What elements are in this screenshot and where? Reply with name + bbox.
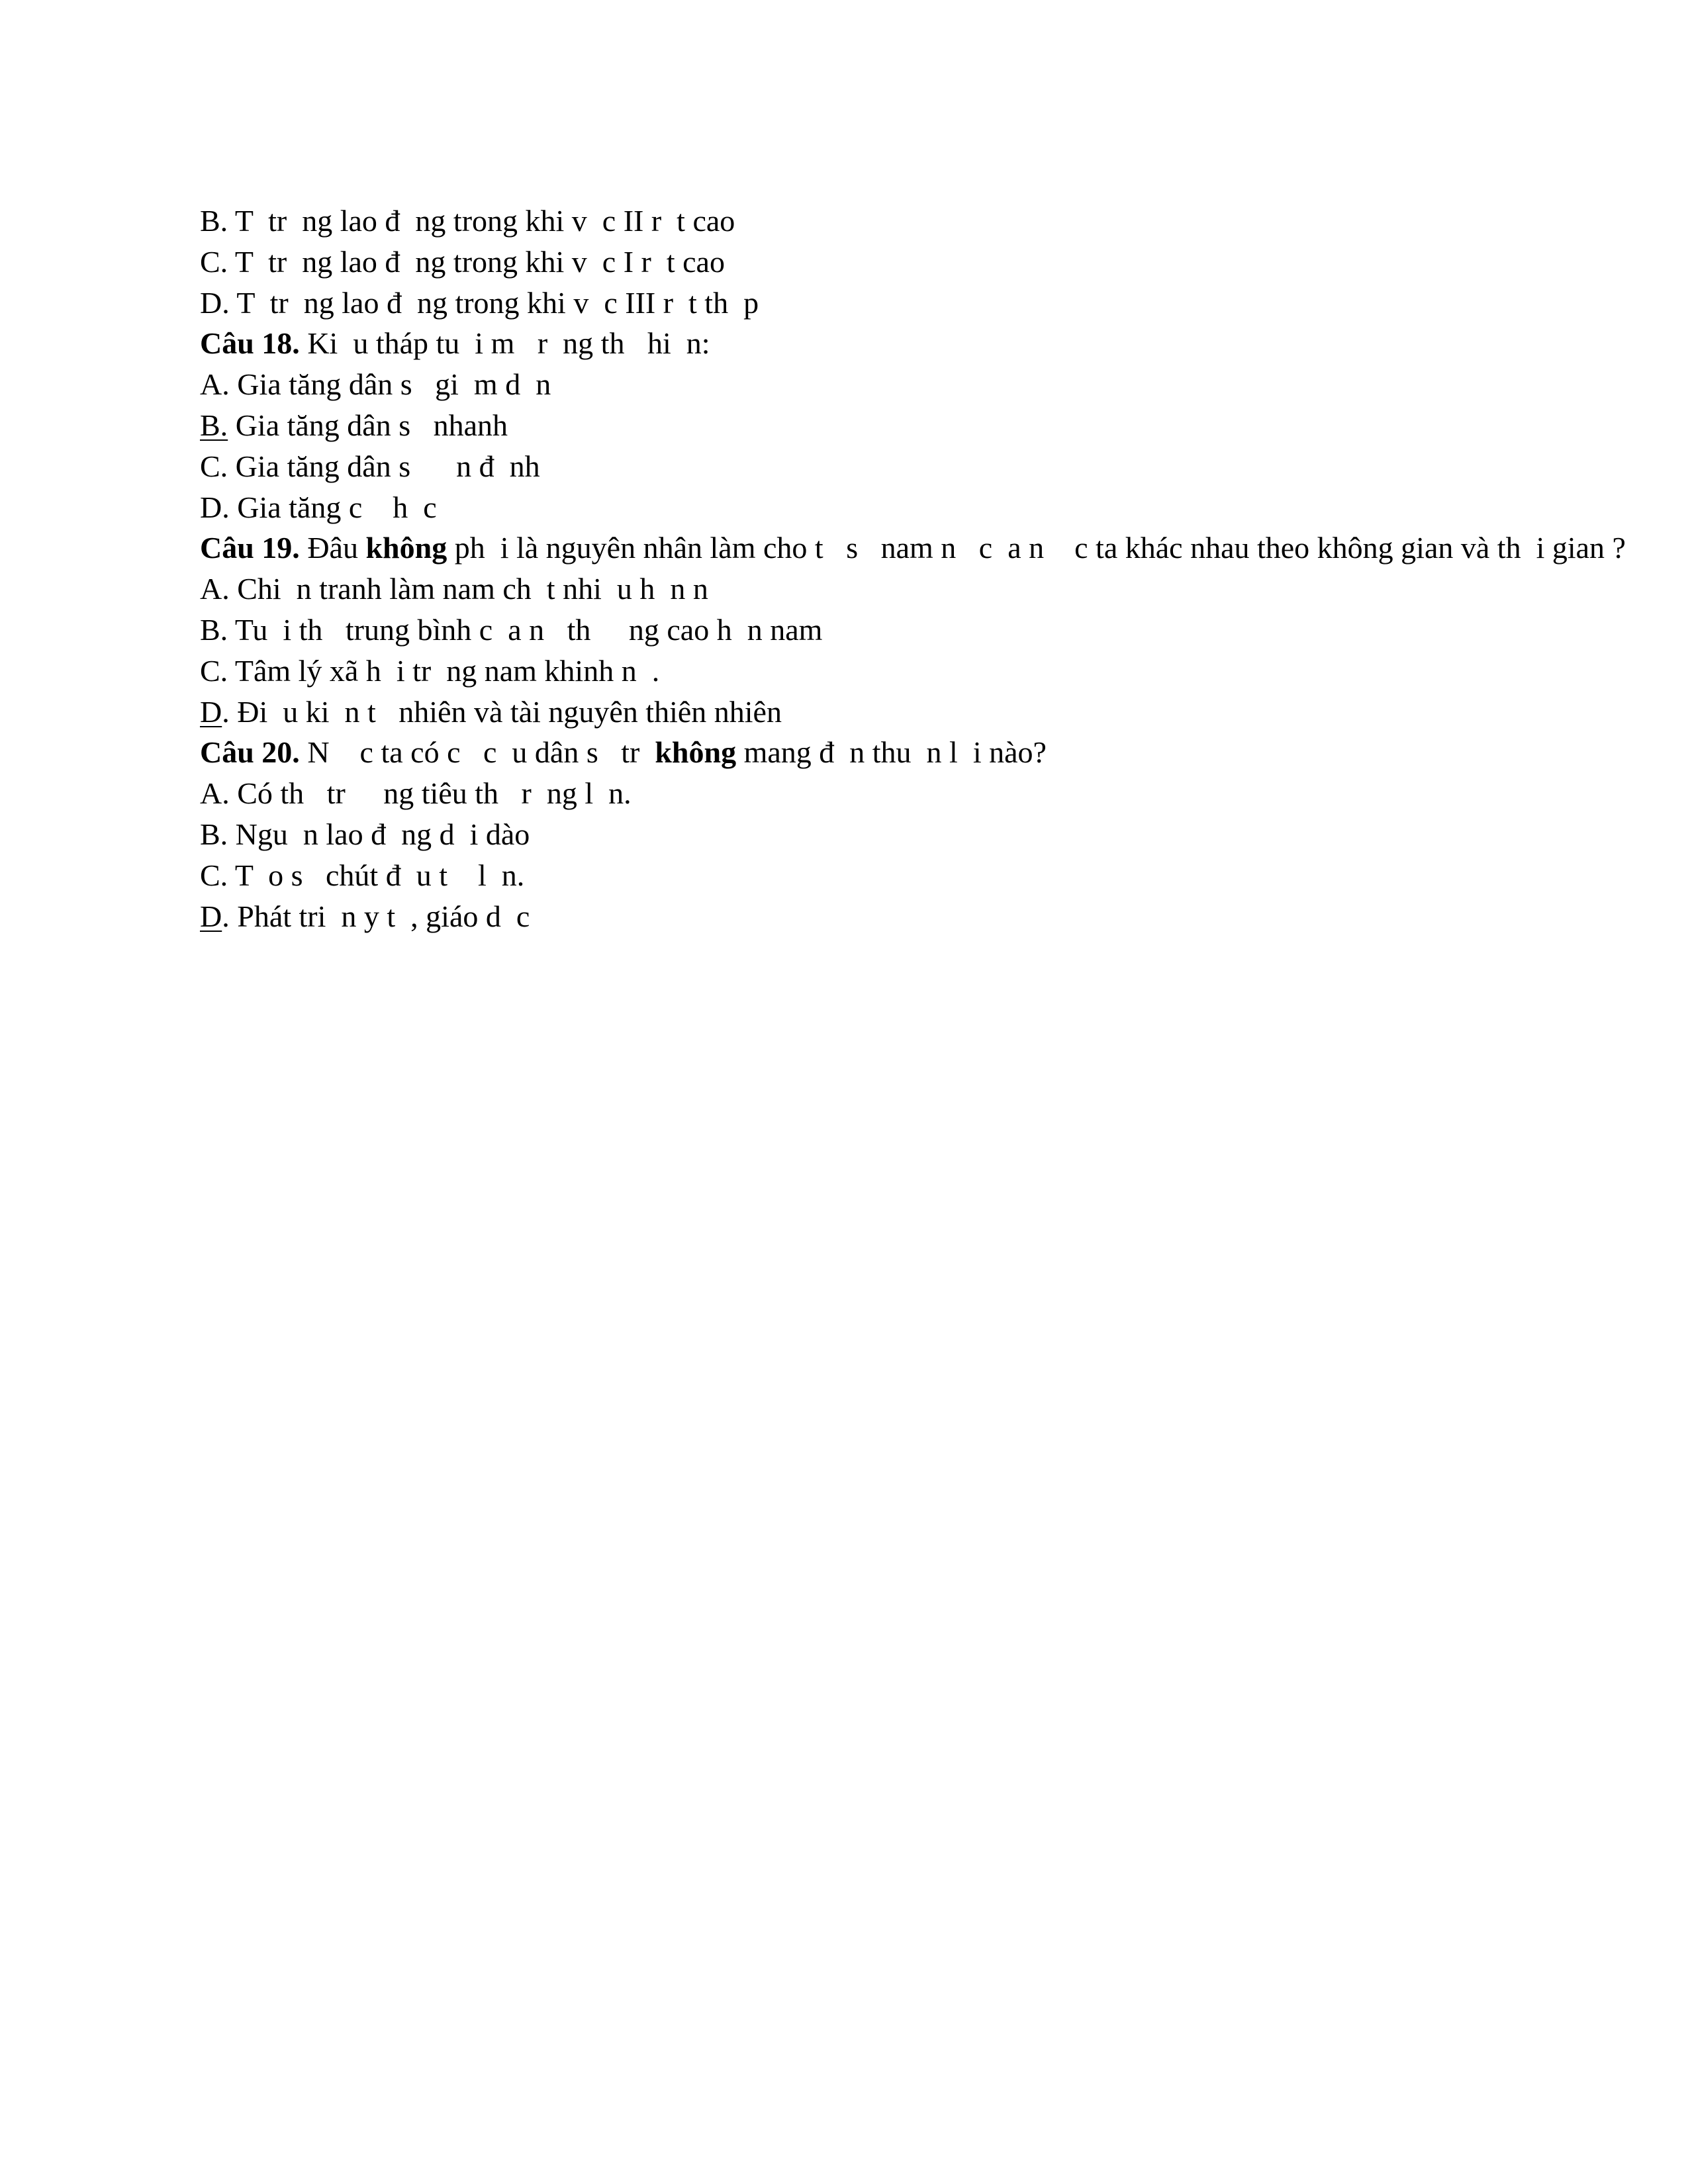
question-20-label: Câu 20.: [200, 735, 300, 770]
q20-option-c: C. T o s chút đ u t l n.: [200, 858, 525, 892]
q20-option-d: [200, 896, 1643, 937]
q19-option-d: [200, 692, 1643, 733]
q20-option-b: B. Ngu n lao đ ng d i dào: [200, 817, 530, 851]
q18-option-b-letter: B.: [200, 408, 228, 442]
q20-option-d-letter: D: [200, 899, 222, 933]
question-20-keyword: không: [655, 735, 737, 770]
q18-option-b-text: Gia tăng dân s nhanh: [228, 408, 508, 442]
question-20-text-before: N c ta có c c u dân s tr: [299, 735, 655, 770]
question-19-label: Câu 19.: [200, 531, 300, 565]
q19-option-a: A. Chi n tranh làm nam ch t nhi u h n n: [200, 572, 708, 606]
q18-option-a: A. Gia tăng dân s gi m d n: [200, 367, 551, 402]
q18-option-b: [200, 405, 1643, 446]
q17-option-b: B. T tr ng lao đ ng trong khi v c II r t cao: [200, 204, 735, 238]
question-18: [200, 323, 1643, 364]
q17-option-d: D. T tr ng lao đ ng trong khi v c III r t th p: [200, 285, 759, 320]
question-20-text-after: mang đ n thu n l i nào?: [736, 735, 1047, 770]
q19-option-d-text: . Đi u ki n t nhiên và tài nguyên thiên nhiên: [222, 694, 782, 729]
document-page: [200, 201, 1643, 936]
q18-option-d: D. Gia tăng c h c: [200, 490, 437, 524]
q20-option-d-text: . Phát tri n y t , giáo d c: [222, 899, 530, 933]
q17-option-c: C. T tr ng lao đ ng trong khi v c I r t cao: [200, 244, 725, 279]
q19-option-d-letter: D: [200, 694, 222, 729]
q20-option-a: A. Có th tr ng tiêu th r ng l n.: [200, 776, 632, 811]
q19-option-c: C. Tâm lý xã h i tr ng nam khinh n .: [200, 653, 660, 688]
question-20: [200, 732, 1643, 773]
question-19-text-before: Đâu: [299, 531, 366, 565]
question-19-keyword: không: [365, 531, 447, 565]
question-19-text-after: ph i là nguyên nhân làm cho t s nam n c a n c ta khác nhau theo không gian và th i gian ?: [447, 531, 1626, 565]
q18-option-c: C. Gia tăng dân s n đ nh: [200, 449, 540, 483]
question-18-text: Ki u tháp tu i m r ng th hi n:: [299, 326, 710, 361]
question-19: [200, 527, 1643, 569]
question-18-label: Câu 18.: [200, 326, 300, 361]
q19-option-b: B. Tu i th trung bình c a n th ng cao h n nam: [200, 612, 823, 647]
